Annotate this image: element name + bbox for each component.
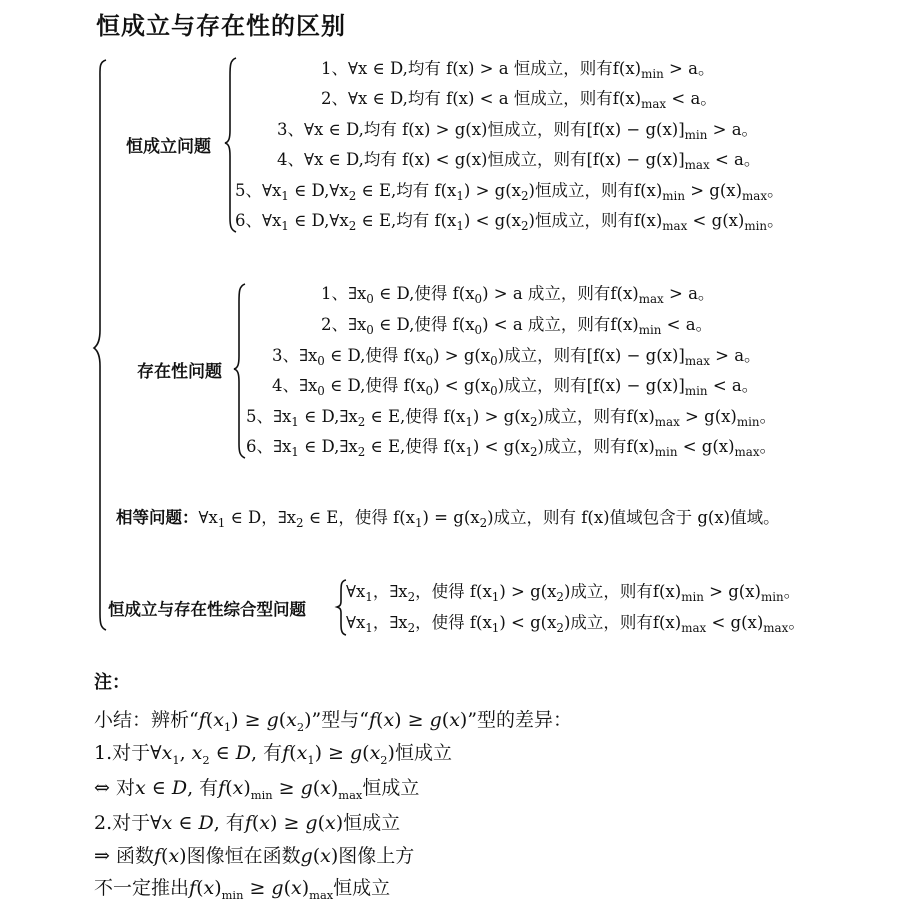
note-heading: 注： xyxy=(94,672,130,693)
page-title: 恒成立与存在性的区别 xyxy=(96,12,346,40)
equal-row xyxy=(116,506,780,535)
cun-line-1: 1、$\exists x_0$ ∈ D,使得 $f(x_0) > a$ 成立，则有$f(x)_{max} > a$。 xyxy=(321,284,715,307)
heng-line-3: 3、∀x ∈ D,均有 f(x) > g(x)恒成立，则有$[f(x) - g(x)]_{min} > a$。 xyxy=(277,120,759,143)
equal-text: $\forall x_1$ ∈ D，$\exists x_2$ ∈ E，使得 $f(x_1) = g(x_2)$成立，则有 f(x)值域包含于 g(x)值域。 xyxy=(198,508,780,531)
summary-line-5: ⇒ 函数f(x)图像恒在函数g(x)图像上方 xyxy=(94,845,415,867)
summary-line-2: 1.对于$\forall x_1$, $x_2$ ∈ D, 有$f(x_1) \ge g(x_2)$恒成立 xyxy=(94,742,452,768)
heng-line-5: 5、$\forall x_1$ ∈ $D,\forall x_2$ ∈ E,均有 $f(x_1) > g(x_2)$恒成立，则有$f(x)_{min} > g(x)_{max}$。 xyxy=(235,181,784,204)
cun-label: 存在性问题 xyxy=(137,362,222,382)
heng-line-2: 2、∀x ∈ D,均有 f(x) < a 恒成立，则有$f(x)_{max} < a$。 xyxy=(321,89,717,112)
cun-brace xyxy=(234,284,245,458)
summary-line-1: 小结：辨析“$f(x_1) \ge g(x_2)$”型与“f(x) ≥ g(x)”型的差异： xyxy=(94,709,573,735)
combo-brace xyxy=(337,580,346,635)
heng-line-4: 4、∀x ∈ D,均有 f(x) < g(x)恒成立，则有$[f(x) - g(x)]_{max} < a$。 xyxy=(277,150,761,173)
summary-line-3: ⇔ 对x ∈ D, 有$f(x)_{min} \ge g(x)_{max}$恒成立 xyxy=(94,777,420,803)
combo-label: 恒成立与存在性综合型问题 xyxy=(108,600,306,619)
heng-line-6: 6、$\forall x_1$ ∈ $D,\forall x_2$ ∈ E,均有 $f(x_1) < g(x_2)$恒成立，则有$f(x)_{max} < g(x)_{min}$。 xyxy=(235,211,784,234)
outer-brace xyxy=(94,60,106,630)
cun-line-6: 6、$\exists x_1$ ∈ $D,\exists x_2$ ∈ E,使得 $f(x_1) < g(x_2)$成立，则有$f(x)_{min} < g(x)_{max}$。 xyxy=(246,437,777,460)
equal-label: 相等问题： xyxy=(116,508,199,527)
combo-line-1: $\forall x_1$，$\exists x_2$，使得 $f(x_1) > g(x_2)$成立，则有$f(x)_{min} > g(x)_{min}$。 xyxy=(346,582,801,605)
cun-line-5: 5、$\exists x_1$ ∈ $D,\exists x_2$ ∈ E,使得 $f(x_1) > g(x_2)$成立，则有$f(x)_{max} > g(x)_{min}$。 xyxy=(246,407,777,430)
summary-line-6: 不一定推出$f(x)_{min} \ge g(x)_{max}$恒成立 xyxy=(94,877,391,903)
cun-line-3: 3、$\exists x_0$ ∈ D,使得 $f(x_0) > g(x_0)$成立，则有$[f(x) - g(x)]_{max} > a$。 xyxy=(272,346,761,369)
cun-line-4: 4、$\exists x_0$ ∈ D,使得 $f(x_0) < g(x_0)$成立，则有$[f(x) - g(x)]_{min} < a$。 xyxy=(272,376,759,399)
heng-line-1: 1、∀x ∈ D,均有 f(x) > a 恒成立，则有$f(x)_{min} > a$。 xyxy=(321,59,715,82)
heng-label: 恒成立问题 xyxy=(126,137,211,157)
combo-line-2: $\forall x_1$，$\exists x_2$，使得 $f(x_1) < g(x_2)$成立，则有$f(x)_{max} < g(x)_{max}$。 xyxy=(346,613,805,636)
summary-line-4: 2.对于∀x ∈ D, 有f(x) ≥ g(x)恒成立 xyxy=(94,812,401,834)
cun-line-2: 2、$\exists x_0$ ∈ D,使得 $f(x_0) < a$ 成立，则有$f(x)_{min} < a$。 xyxy=(321,315,713,338)
